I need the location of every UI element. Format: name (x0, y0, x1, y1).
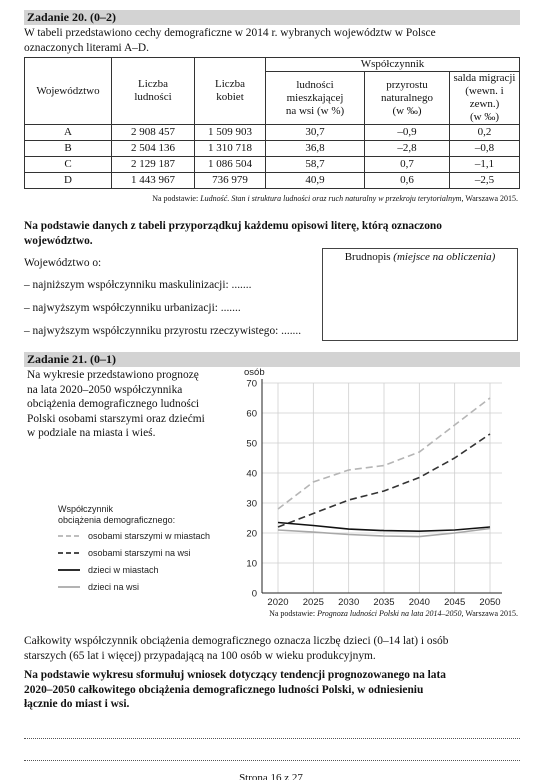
task21-header: Zadanie 21. (0–1) (24, 352, 520, 367)
cell-rural: 30,7 (266, 125, 365, 141)
task21-intro-l1: Na wykresie przedstawiono prognozę (27, 369, 199, 381)
y-tick-label: 10 (246, 558, 257, 570)
task20-item2: – najwyższym współczynniku urbanizacji: ....... (24, 302, 241, 314)
legend-entry-2: dzieci w miastach (88, 565, 159, 575)
task21-intro-l3: obciążenia demograficznego ludności (27, 398, 200, 410)
source-prefix: Na podstawie: (152, 194, 201, 203)
y-tick-label: 70 (246, 378, 257, 390)
th-natural-l3: (w ‰) (392, 104, 422, 117)
cell-rural: 40,9 (266, 173, 365, 189)
cell-migration: 0,2 (450, 125, 520, 141)
task20-intro-line2: oznaczonych literami A–D. (24, 41, 149, 54)
x-tick-label: 2025 (302, 597, 324, 608)
y-tick-label: 50 (246, 438, 257, 450)
y-tick-label: 40 (246, 468, 257, 480)
task21-intro-l5: w podziale na miasta i wieś. (27, 427, 156, 439)
answer-line[interactable] (24, 760, 520, 761)
th-population-l2: ludności (134, 91, 172, 103)
th-voivodeship: Województwo (25, 58, 112, 125)
legend-title-l2: obciążenia demograficznego: (58, 515, 176, 525)
th-coefficient-group: Współczynnik (266, 58, 520, 72)
page-footer: Strona 16 z 27 (239, 772, 303, 780)
draft-label: Brudnopis (344, 251, 391, 263)
cell-natural: –2,8 (365, 141, 450, 157)
x-tick-label: 2050 (479, 597, 501, 608)
cell-population: 2 129 187 (112, 157, 195, 173)
cell-migration: –1,1 (450, 157, 520, 173)
th-rural-l1: ludności (296, 78, 334, 91)
cell-natural: 0,7 (365, 157, 450, 173)
y-tick-label: 30 (246, 498, 257, 510)
legend-entry-3: dzieci na wsi (88, 582, 140, 592)
th-migration-l3: (w ‰) (469, 111, 500, 123)
task21-intro-l4: Polski osobami starszymi oraz dziećmi (27, 412, 205, 425)
task20-item3: – najwyższym współczynniku przyrostu rzeczywistego: ....... (24, 325, 302, 337)
th-migration-l1: salda migracji (453, 72, 516, 84)
task21-instruction (24, 668, 524, 712)
task20-item1: – najniższym współczynniku maskulinizacji: ....... (24, 279, 252, 291)
source-prefix: Na podstawie: (269, 609, 318, 618)
task21-instruction-l2: 2020–2050 całkowitego obciążenia demograficznego ludności Polski, w odniesieniu (24, 683, 424, 696)
cell-women: 736 979 (195, 173, 266, 189)
cell-rural: 58,7 (266, 157, 365, 173)
cell-id: B (25, 141, 112, 157)
cell-population: 1 443 967 (112, 173, 195, 189)
x-tick-label: 2020 (267, 597, 289, 608)
cell-id: C (25, 157, 112, 173)
cell-women: 1 310 718 (195, 141, 266, 157)
cell-rural: 36,8 (266, 141, 365, 157)
cell-population: 2 908 457 (112, 125, 195, 141)
task21-intro-l2: na lata 2020–2050 współczynnika (27, 383, 183, 396)
y-tick-label: 60 (246, 408, 257, 420)
task21-instruction-l1: Na podstawie wykresu sformułuj wniosek dotyczący tendencji prognozowanego na lata (24, 669, 446, 681)
task21-definition (24, 634, 524, 663)
legend-entry-0: osobami starszymi w miastach (88, 531, 211, 541)
y-tick-label: 0 (251, 588, 257, 600)
x-tick-label: 2045 (444, 597, 466, 608)
legend-entry-1: osobami starszymi na wsi (88, 548, 191, 558)
cell-women: 1 509 903 (195, 125, 266, 141)
source-title: Prognoza ludności Polski na lata 2014–2050 (317, 609, 462, 618)
cell-natural: –0,9 (365, 125, 450, 141)
cell-id: D (25, 173, 112, 189)
th-migration-l2: (wewn. i zewn.) (465, 85, 504, 110)
task20-instruction-l1: Na podstawie danych z tabeli przyporządkuj każdemu opisowi literę, którą oznaczono (24, 220, 442, 232)
x-tick-label: 2030 (338, 597, 360, 608)
cell-migration: –0,8 (450, 141, 520, 157)
y-tick-label: 20 (246, 528, 257, 540)
cell-id: A (25, 125, 112, 141)
task20-prompt: Województwo o: (24, 257, 102, 269)
draft-note: (miejsce na obliczenia) (393, 251, 496, 263)
source-suffix: , Warszawa 2015. (461, 609, 518, 618)
task21-source (24, 609, 518, 618)
th-women-l2: kobiet (216, 91, 244, 103)
cell-natural: 0,6 (365, 173, 450, 189)
th-rural-l2: mieszkającej (286, 91, 344, 104)
task20-instruction-l2: województwo. (24, 234, 93, 247)
th-rural-l3: na wsi (w %) (285, 104, 345, 117)
th-women-l1: Liczba (215, 78, 245, 90)
source-suffix: , Warszawa 2015. (461, 194, 518, 203)
answer-line[interactable] (24, 738, 520, 739)
task21-definition-l1: Całkowity współczynnik obciążenia demograficznego oznacza liczbę dzieci (0–14 lat) i osób (24, 635, 449, 647)
x-tick-label: 2035 (373, 597, 395, 608)
th-natural-l1: przyrostu (386, 78, 428, 91)
task21-instruction-l3: łącznie do miast i wsi. (24, 698, 130, 710)
y-axis-label: osób (244, 367, 265, 378)
th-population-l1: Liczba (138, 78, 168, 90)
th-natural-l2: naturalnego (381, 91, 433, 104)
source-title: Ludność. Stan i struktura ludności oraz ruch naturalny w przekroju terytorialnym (200, 194, 462, 203)
task21-definition-l2: starszych (65 lat i więcej) przypadającą na 100 osób w wieku produkcyjnym. (24, 649, 376, 662)
x-tick-label: 2040 (408, 597, 430, 608)
cell-women: 1 086 504 (195, 157, 266, 173)
cell-population: 2 504 136 (112, 141, 195, 157)
task20-intro-line1: W tabeli przedstawiono cechy demograficzne w 2014 r. wybranych województw w Polsce (24, 27, 436, 39)
legend-title-l1: Współczynnik (58, 504, 114, 514)
cell-migration: –2,5 (450, 173, 520, 189)
task20-header: Zadanie 20. (0–2) (24, 10, 520, 25)
